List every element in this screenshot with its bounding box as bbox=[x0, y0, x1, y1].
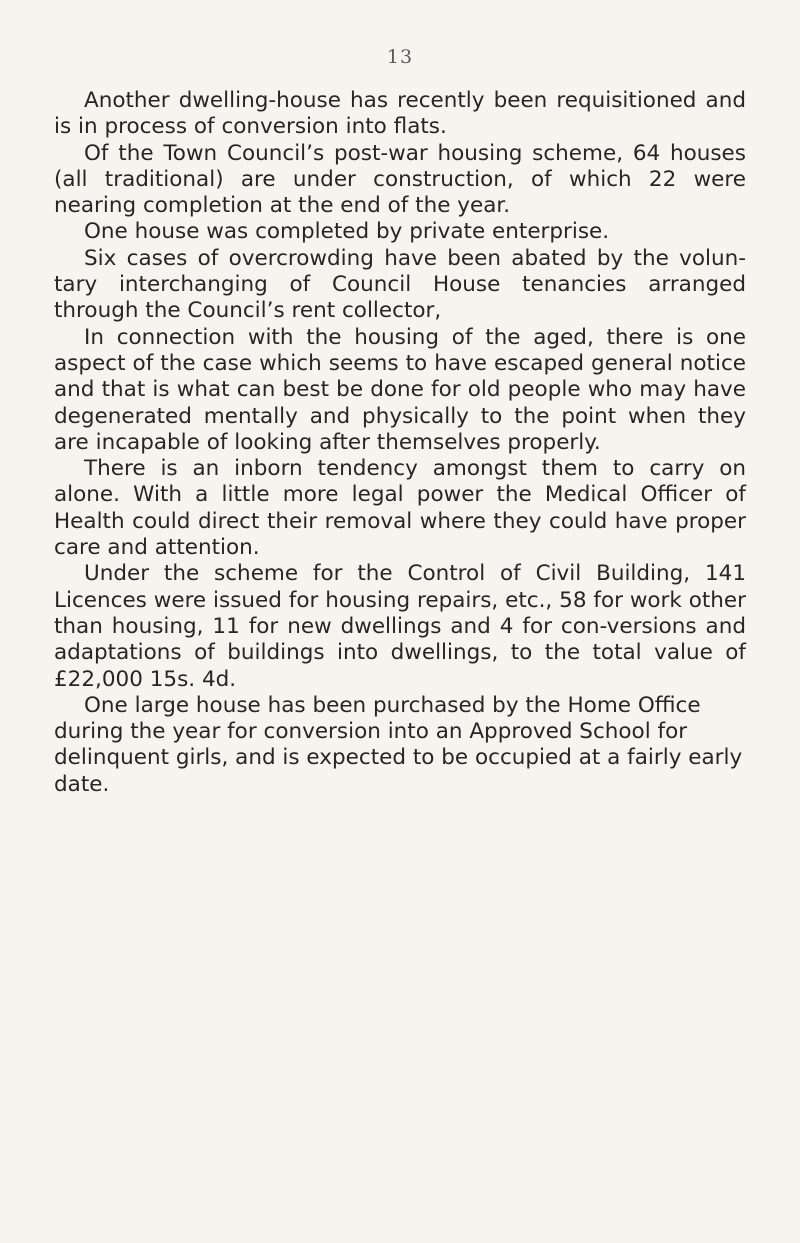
body-text bbox=[54, 88, 746, 798]
paragraph-inborn-tendency: There is an inborn tendency amongst them to carry on alone. With a little more legal power the Medical Officer of Health could direct their removal where they could have proper care and attention. bbox=[54, 456, 746, 561]
paragraph-requisitioned-house: Another dwelling-house has recently been requisitioned and is in process of conversion into flats. bbox=[54, 88, 746, 140]
paragraph-civil-building-licences: Under the scheme for the Control of Civil Building, 141 Licences were issued for housing repairs, etc., 58 for work other than housing, 11 for new dwellings and 4 for con-versions and adaptations of buildings into dwellings, to the total value of £22,000 15s. 4d. bbox=[54, 561, 746, 692]
paragraph-overcrowding: Six cases of overcrowding have been abated by the volun-tary interchanging of Council House tenancies arranged through the Council’s rent collector, bbox=[54, 245, 746, 324]
paragraph-approved-school: One large house has been purchased by the Home Office during the year for conversion into an Approved School for delinquent girls, and is expected to be occupied at a fairly early date. bbox=[54, 692, 743, 797]
page-number: 13 bbox=[386, 46, 414, 68]
paragraph-housing-of-aged: In connection with the housing of the aged, there is one aspect of the case which seems to have escaped general notice and that is what can best be done for old people who may have degenerated mentally and physically to the point when they are incapable of looking after themselves properly. bbox=[54, 324, 746, 455]
paragraph-post-war-housing-scheme: Of the Town Council’s post-war housing scheme, 64 houses (all traditional) are under construction, of which 22 were nearing completion at the end of the year. bbox=[54, 140, 746, 219]
paragraph-private-enterprise: One house was completed by private enterprise. bbox=[84, 219, 610, 245]
